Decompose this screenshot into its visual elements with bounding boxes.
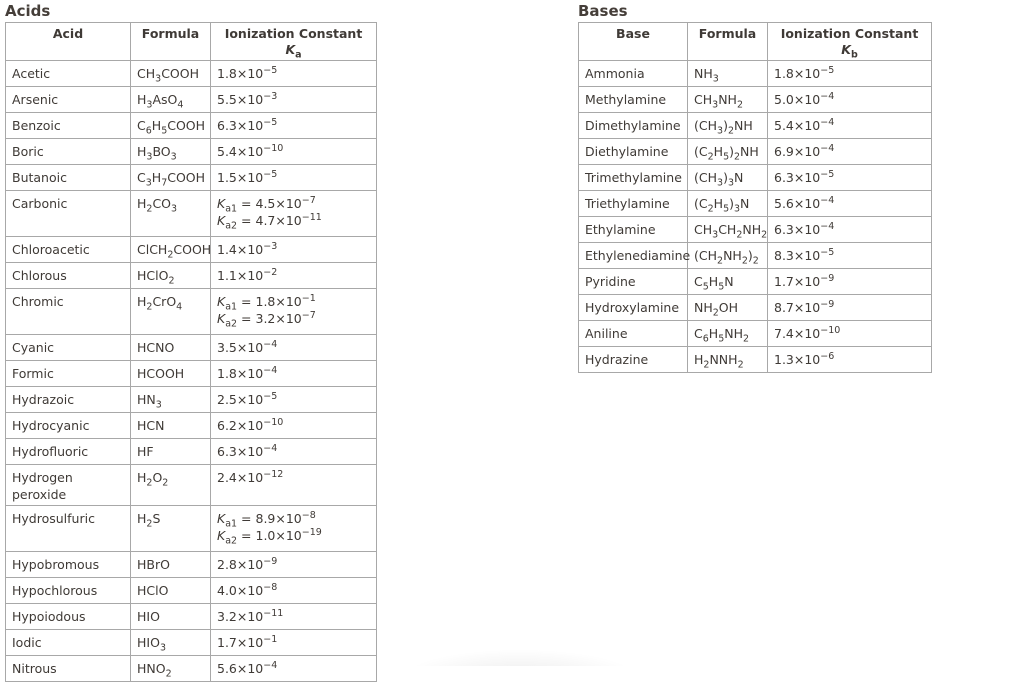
constant-value: $6.3\times 10^{-5}$	[217, 116, 278, 133]
table-row	[6, 604, 377, 630]
ionization-constant-cell	[211, 578, 377, 604]
constant-value: $6.2\times 10^{-10}$	[217, 416, 284, 433]
formula-cell: $(CH_3)_2NH$	[688, 113, 768, 139]
ionization-constant-cell	[211, 604, 377, 630]
ionization-constant-cell	[768, 295, 932, 321]
acids-header-row	[6, 23, 377, 61]
substance-name-cell: Boric	[6, 139, 131, 165]
table-row	[6, 656, 377, 682]
table-row	[6, 191, 377, 237]
substance-name-cell: Hypochlorous	[6, 578, 131, 604]
ionization-constant-cell	[768, 61, 932, 87]
formula-cell: $CH_3CH_2NH_2$	[688, 217, 768, 243]
acids-tbody	[6, 61, 377, 682]
table-row	[6, 289, 377, 335]
table-row	[6, 61, 377, 87]
substance-name-cell: Chloroacetic	[6, 237, 131, 263]
ionization-constant-cell	[211, 335, 377, 361]
formula-cell: $HNO_2$	[131, 656, 211, 682]
ionization-constant-cell	[211, 413, 377, 439]
constant-value: $5.0\times 10^{-4}$	[774, 90, 835, 107]
constant-value: $K_{a1} = 4.5\times 10^{-7}$	[217, 194, 316, 215]
ionization-constant-cell	[211, 387, 377, 413]
table-row	[579, 61, 932, 87]
table-row	[6, 387, 377, 413]
substance-name-cell: Aniline	[579, 321, 688, 347]
table-row	[6, 361, 377, 387]
column-header: Formula	[131, 23, 211, 61]
ionization-constant-cell	[768, 269, 932, 295]
substance-name-cell: Ammonia	[579, 61, 688, 87]
constant-value: $1.1\times 10^{-2}$	[217, 266, 278, 283]
constant-value: $1.7\times 10^{-1}$	[217, 633, 278, 650]
constant-value: $2.8\times 10^{-9}$	[217, 555, 278, 572]
table-row	[579, 191, 932, 217]
substance-name-cell: Butanoic	[6, 165, 131, 191]
formula-cell: $CH_3COOH$	[131, 61, 211, 87]
substance-name-cell: Nitrous	[6, 656, 131, 682]
constant-value: $7.4\times 10^{-10}$	[774, 324, 841, 341]
constant-value: $K_{a2} = 4.7\times 10^{-11}$	[217, 211, 322, 232]
constant-value: $4.0\times 10^{-8}$	[217, 581, 278, 598]
bases-section	[578, 3, 931, 373]
ionization-constant-cell	[768, 243, 932, 269]
acids-table	[5, 22, 377, 682]
table-row	[6, 263, 377, 289]
substance-name-cell: Hypoiodous	[6, 604, 131, 630]
formula-cell: $(CH_2NH_2)_2$	[688, 243, 768, 269]
ionization-constant-cell	[768, 87, 932, 113]
constant-value: $8.3\times 10^{-5}$	[774, 246, 835, 263]
substance-name-cell: Hydrocyanic	[6, 413, 131, 439]
formula-cell: $(C_2H_5)_2NH$	[688, 139, 768, 165]
table-row	[579, 269, 932, 295]
bases-tbody	[579, 61, 932, 373]
constant-value: $6.9\times 10^{-4}$	[774, 142, 835, 159]
ionization-constant-cell	[211, 361, 377, 387]
formula-cell: $NH_2OH$	[688, 295, 768, 321]
ionization-constant-cell	[211, 552, 377, 578]
substance-name-cell: Hydrazine	[579, 347, 688, 373]
formula-cell: ClCH$_2$COOH	[131, 237, 211, 263]
substance-name-cell: Dimethylamine	[579, 113, 688, 139]
column-header: Acid	[6, 23, 131, 61]
table-row	[6, 335, 377, 361]
formula-cell: $C_3H_7COOH$	[131, 165, 211, 191]
table-row	[6, 465, 377, 506]
ionization-constant-cell	[211, 656, 377, 682]
constant-value: $1.8\times 10^{-5}$	[774, 64, 835, 81]
table-row	[579, 243, 932, 269]
formula-cell: $NH_3$	[688, 61, 768, 87]
table-row	[6, 552, 377, 578]
substance-name-cell: Benzoic	[6, 113, 131, 139]
constant-value: $5.6\times 10^{-4}$	[774, 194, 835, 211]
bases-title: Bases	[578, 2, 628, 20]
constant-value: $K_{a1} = 8.9\times 10^{-8}$	[217, 509, 316, 530]
constant-value: $5.4\times 10^{-10}$	[217, 142, 284, 159]
ionization-constant-cell	[211, 506, 377, 552]
formula-cell: HCOOH	[131, 361, 211, 387]
substance-name-cell: Chlorous	[6, 263, 131, 289]
formula-cell: HBrO	[131, 552, 211, 578]
table-row	[6, 139, 377, 165]
ionization-constant-cell	[211, 439, 377, 465]
table-row	[579, 347, 932, 373]
constant-value: $1.8\times 10^{-5}$	[217, 64, 278, 81]
substance-name-cell: Hydrofluoric	[6, 439, 131, 465]
constant-value: $K_{a1} = 1.8\times 10^{-1}$	[217, 292, 316, 313]
formula-cell: $C_5H_5N$	[688, 269, 768, 295]
substance-name-cell: Pyridine	[579, 269, 688, 295]
substance-name-cell: Hydrazoic	[6, 387, 131, 413]
formula-cell: $H_3BO_3$	[131, 139, 211, 165]
column-header: Ionization Constant $K_a$	[211, 23, 377, 61]
formula-cell: $H_2CO_3$	[131, 191, 211, 237]
formula-cell: $H_2S$	[131, 506, 211, 552]
ionization-constant-cell	[211, 165, 377, 191]
constant-value: $5.6\times 10^{-4}$	[217, 659, 278, 676]
substance-name-cell: Triethylamine	[579, 191, 688, 217]
constant-value: $1.7\times 10^{-9}$	[774, 272, 835, 289]
substance-name-cell: Chromic	[6, 289, 131, 335]
ionization-constant-cell	[768, 321, 932, 347]
substance-name-cell: Trimethylamine	[579, 165, 688, 191]
formula-cell: $C_6H_5COOH$	[131, 113, 211, 139]
ionization-constant-cell	[211, 113, 377, 139]
table-row	[6, 237, 377, 263]
substance-name-cell: Hydroxylamine	[579, 295, 688, 321]
constant-value: $5.5\times 10^{-3}$	[217, 90, 278, 107]
constant-value: $8.7\times 10^{-9}$	[774, 298, 835, 315]
table-row	[6, 578, 377, 604]
formula-cell: $(C_2H_5)_3N$	[688, 191, 768, 217]
constant-value: $1.5\times 10^{-5}$	[217, 168, 278, 185]
acids-title: Acids	[5, 2, 51, 20]
substance-name-cell: Cyanic	[6, 335, 131, 361]
formula-cell: $H_2O_2$	[131, 465, 211, 506]
ionization-constant-cell	[211, 87, 377, 113]
constant-value: $K_{a2} = 3.2\times 10^{-7}$	[217, 309, 316, 330]
formula-cell: $(CH_3)_3N$	[688, 165, 768, 191]
ionization-constant-cell	[211, 61, 377, 87]
substance-name-cell: Carbonic	[6, 191, 131, 237]
column-header: Formula	[688, 23, 768, 61]
table-row	[579, 165, 932, 191]
substance-name-cell: Methylamine	[579, 87, 688, 113]
ionization-constant-cell	[768, 139, 932, 165]
ionization-constant-cell	[768, 217, 932, 243]
table-row	[6, 413, 377, 439]
constant-value: $3.2\times 10^{-11}$	[217, 607, 284, 624]
table-row	[579, 139, 932, 165]
bases-table	[578, 22, 932, 373]
page-bottom-shadow	[360, 630, 720, 666]
formula-cell: $HN_3$	[131, 387, 211, 413]
formula-cell: HClO$_2$	[131, 263, 211, 289]
ionization-constant-cell	[211, 191, 377, 237]
table-row	[6, 113, 377, 139]
ionization-constant-cell	[211, 630, 377, 656]
formula-cell: $H_2CrO_4$	[131, 289, 211, 335]
table-row	[6, 630, 377, 656]
ionization-constant-cell	[768, 165, 932, 191]
ionization-constant-cell	[768, 347, 932, 373]
table-row	[6, 439, 377, 465]
ionization-constant-cell	[211, 465, 377, 506]
substance-name-cell: Formic	[6, 361, 131, 387]
formula-cell: HIO	[131, 604, 211, 630]
ionization-constant-cell	[211, 289, 377, 335]
substance-name-cell: Ethylamine	[579, 217, 688, 243]
ionization-constant-cell	[211, 139, 377, 165]
ionization-constant-cell	[768, 113, 932, 139]
substance-name-cell: Acetic	[6, 61, 131, 87]
formula-cell: $CH_3NH_2$	[688, 87, 768, 113]
constant-value: $6.3\times 10^{-5}$	[774, 168, 835, 185]
constant-value: $2.5\times 10^{-5}$	[217, 390, 278, 407]
substance-name-cell: Iodic	[6, 630, 131, 656]
formula-cell: $C_6H_5NH_2$	[688, 321, 768, 347]
formula-cell: $H_2NNH_2$	[688, 347, 768, 373]
table-row	[579, 217, 932, 243]
constant-value: $5.4\times 10^{-4}$	[774, 116, 835, 133]
substance-name-cell: Hydrogen peroxide	[6, 465, 131, 506]
substance-name-cell: Ethylenediamine	[579, 243, 688, 269]
ionization-constant-cell	[211, 237, 377, 263]
acids-section	[5, 3, 376, 682]
table-row	[6, 87, 377, 113]
constant-value: $6.3\times 10^{-4}$	[217, 442, 278, 459]
table-row	[6, 165, 377, 191]
table-row	[579, 113, 932, 139]
column-header: Ionization Constant $K_b$	[768, 23, 932, 61]
constant-value: $K_{a2} = 1.0\times 10^{-19}$	[217, 526, 322, 547]
constant-value: $6.3\times 10^{-4}$	[774, 220, 835, 237]
constant-value: $1.4\times 10^{-3}$	[217, 240, 278, 257]
formula-cell: HCN	[131, 413, 211, 439]
ionization-constant-cell	[211, 263, 377, 289]
table-row	[579, 295, 932, 321]
substance-name-cell: Hydrosulfuric	[6, 506, 131, 552]
formula-cell: $H_3AsO_4$	[131, 87, 211, 113]
substance-name-cell: Diethylamine	[579, 139, 688, 165]
ionization-constant-cell	[768, 191, 932, 217]
substance-name-cell: Hypobromous	[6, 552, 131, 578]
formula-cell: $HIO_3$	[131, 630, 211, 656]
constant-value: $1.3\times 10^{-6}$	[774, 350, 835, 367]
formula-cell: HClO	[131, 578, 211, 604]
constant-value: $1.8\times 10^{-4}$	[217, 364, 278, 381]
constant-value: $3.5\times 10^{-4}$	[217, 338, 278, 355]
table-row	[579, 321, 932, 347]
substance-name-cell: Arsenic	[6, 87, 131, 113]
constant-value: $2.4\times 10^{-12}$	[217, 468, 284, 485]
table-row	[579, 87, 932, 113]
column-header: Base	[579, 23, 688, 61]
table-row	[6, 506, 377, 552]
formula-cell: HF	[131, 439, 211, 465]
bases-header-row	[579, 23, 932, 61]
formula-cell: HCNO	[131, 335, 211, 361]
